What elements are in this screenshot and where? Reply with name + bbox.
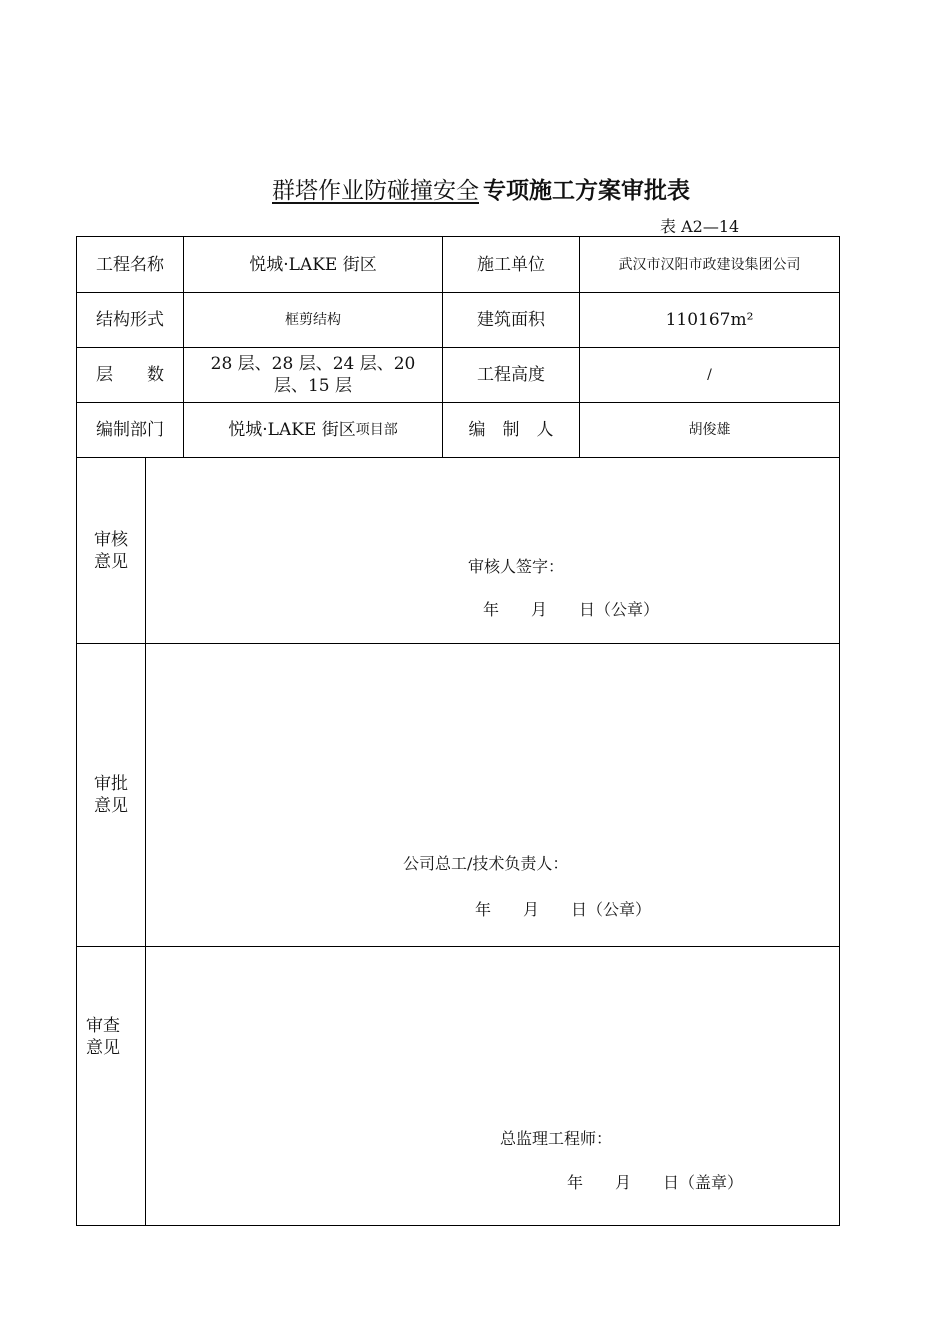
value-floors-line1: 28 层、28 层、24 层、20 (210, 354, 416, 374)
review-date: 年 月 日（公章） (483, 600, 660, 619)
approve-label-line1: 审批 (94, 774, 128, 794)
value-contractor: 武汉市汉阳市政建设集团公司 (580, 237, 839, 293)
label-floors: 层 数 (77, 348, 184, 403)
label-structure: 结构形式 (77, 293, 184, 348)
approve-date: 年 月 日（公章） (475, 900, 652, 919)
title-project-name: 群塔作业防碰撞安全 (272, 178, 479, 204)
label-floor-area: 建筑面积 (443, 293, 580, 348)
review-label (77, 458, 146, 644)
label-author: 编 制 人 (443, 403, 580, 458)
value-department-suffix: 项目部 (355, 422, 398, 438)
label-department: 编制部门 (77, 403, 184, 458)
review-label-line1: 审核 (94, 529, 128, 550)
review-label-line2: 意见 (94, 551, 128, 572)
review-signer: 审核人签字： (468, 557, 565, 576)
value-structure: 框剪结构 (184, 293, 443, 348)
label-contractor: 施工单位 (443, 237, 580, 293)
form-title (0, 172, 950, 205)
form-number: 表 A2—14 (660, 217, 740, 236)
inspect-signer: 总监理工程师： (500, 1129, 613, 1148)
value-project-name: 悦城·LAKE 街区 (184, 237, 443, 293)
value-floors (184, 348, 443, 403)
inspect-date: 年 月 日（盖章） (567, 1173, 744, 1192)
value-author: 胡俊雄 (580, 403, 839, 458)
approval-table (76, 236, 840, 1226)
value-floors-line2: 层、15 层 (273, 376, 353, 396)
value-floor-area: 110167m² (580, 293, 839, 348)
inspect-label-line1: 审查 (86, 1016, 120, 1036)
value-department-name: 悦城·LAKE 街区 (228, 420, 356, 440)
value-department (184, 403, 443, 458)
value-height: / (580, 348, 839, 403)
approve-label (77, 644, 146, 947)
title-main: 专项施工方案审批表 (483, 177, 690, 204)
inspect-label (77, 947, 146, 1225)
approve-signer: 公司总工/技术负责人： (403, 854, 569, 873)
approve-label-line2: 意见 (94, 796, 128, 816)
label-height: 工程高度 (443, 348, 580, 403)
inspect-label-line2: 意见 (86, 1038, 120, 1058)
label-project-name: 工程名称 (77, 237, 184, 293)
